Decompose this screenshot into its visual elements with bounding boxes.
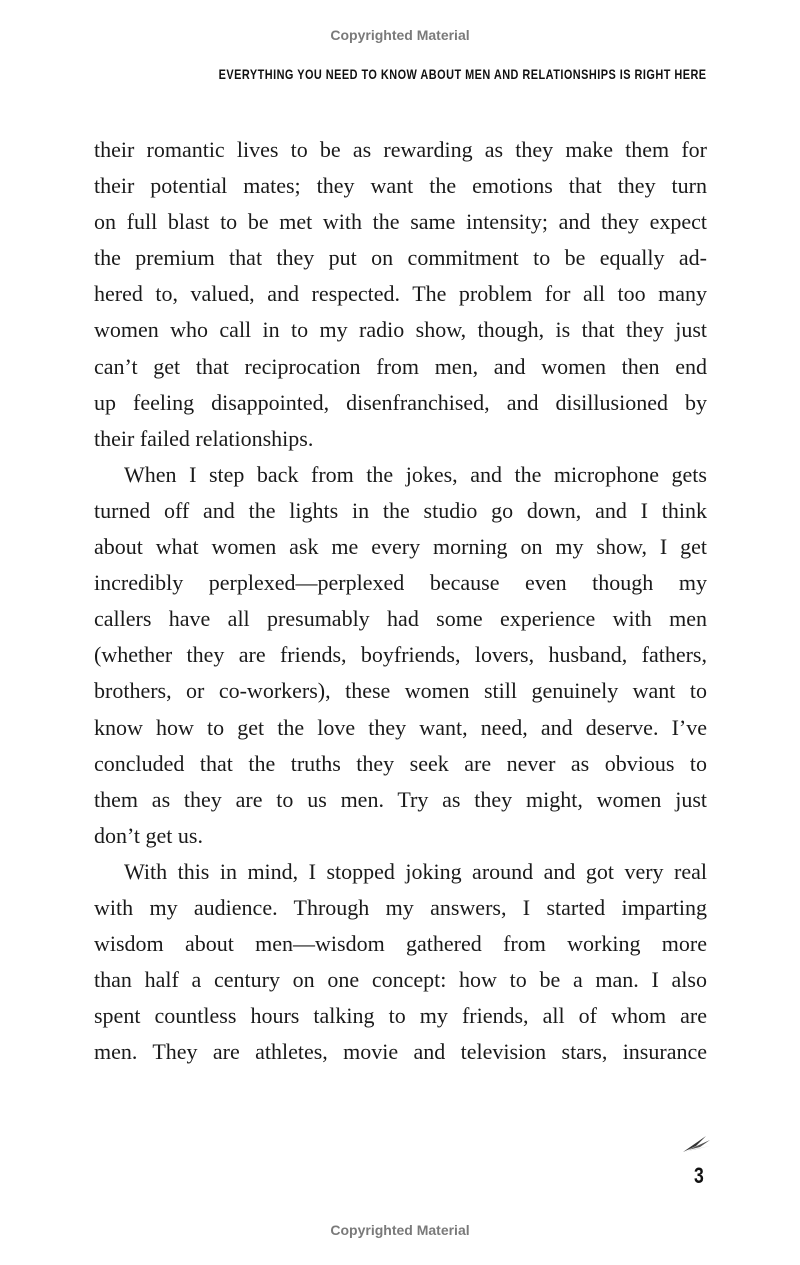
running-head: EVERYTHING YOU NEED TO KNOW ABOUT MEN AND RELATIONSHIPS IS RIGHT HERE xyxy=(219,66,707,82)
text-line: turned off and the lights in the studio go down, and I think xyxy=(94,497,707,523)
text-line: men. They are athletes, movie and television stars, insurance xyxy=(94,1039,707,1065)
paper-plane-ornament-icon xyxy=(682,1133,712,1153)
text-line: (whether they are friends, boyfriends, lovers, husband, fathers, xyxy=(94,642,707,668)
text-line: their romantic lives to be as rewarding as they make them for xyxy=(94,137,707,162)
text-line: wisdom about men—wisdom gathered from working more xyxy=(94,931,707,957)
text-line: brothers, or co-workers), these women still genuinely want to xyxy=(94,678,707,704)
body-text xyxy=(94,132,707,1070)
text-line: callers have all presumably had some experience with men xyxy=(94,606,707,632)
text-line: their potential mates; they want the emotions that they turn xyxy=(94,173,707,199)
paragraph xyxy=(94,854,707,1071)
text-line: up feeling disappointed, disenfranchised, and disillusioned by xyxy=(94,389,707,415)
text-line: don’t get us. xyxy=(94,822,203,848)
text-line: with my audience. Through my answers, I started imparting xyxy=(94,894,707,920)
text-line: about what women ask me every morning on my show, I get xyxy=(94,534,707,560)
text-line: When I step back from the jokes, and the microphone gets xyxy=(124,461,707,487)
page-number: 3 xyxy=(694,1163,704,1188)
text-line: their failed relationships. xyxy=(94,425,314,451)
copyright-watermark-top: Copyrighted Material xyxy=(330,27,470,43)
text-line: them as they are to us men. Try as they might, women just xyxy=(94,786,707,812)
text-line: women who call in to my radio show, though, is that they just xyxy=(94,317,707,343)
text-line: can’t get that reciprocation from men, and women then end xyxy=(94,353,707,379)
text-line: concluded that the truths they seek are never as obvious to xyxy=(94,750,707,776)
text-line: the premium that they put on commitment to be equally ad- xyxy=(94,245,707,271)
text-line: spent countless hours talking to my friends, all of whom are xyxy=(94,1003,707,1029)
text-line: With this in mind, I stopped joking around and got very real xyxy=(124,858,707,884)
paragraph xyxy=(94,132,707,457)
paragraph xyxy=(94,457,707,854)
text-line: on full blast to be met with the same intensity; and they expect xyxy=(94,209,707,235)
text-line: hered to, valued, and respected. The problem for all too many xyxy=(94,281,707,307)
text-line: than half a century on one concept: how to be a man. I also xyxy=(94,967,707,993)
text-line: incredibly perplexed—perplexed because even though my xyxy=(94,570,707,596)
copyright-watermark-bottom: Copyrighted Material xyxy=(330,1222,470,1238)
text-line: know how to get the love they want, need, and deserve. I’ve xyxy=(94,714,707,740)
